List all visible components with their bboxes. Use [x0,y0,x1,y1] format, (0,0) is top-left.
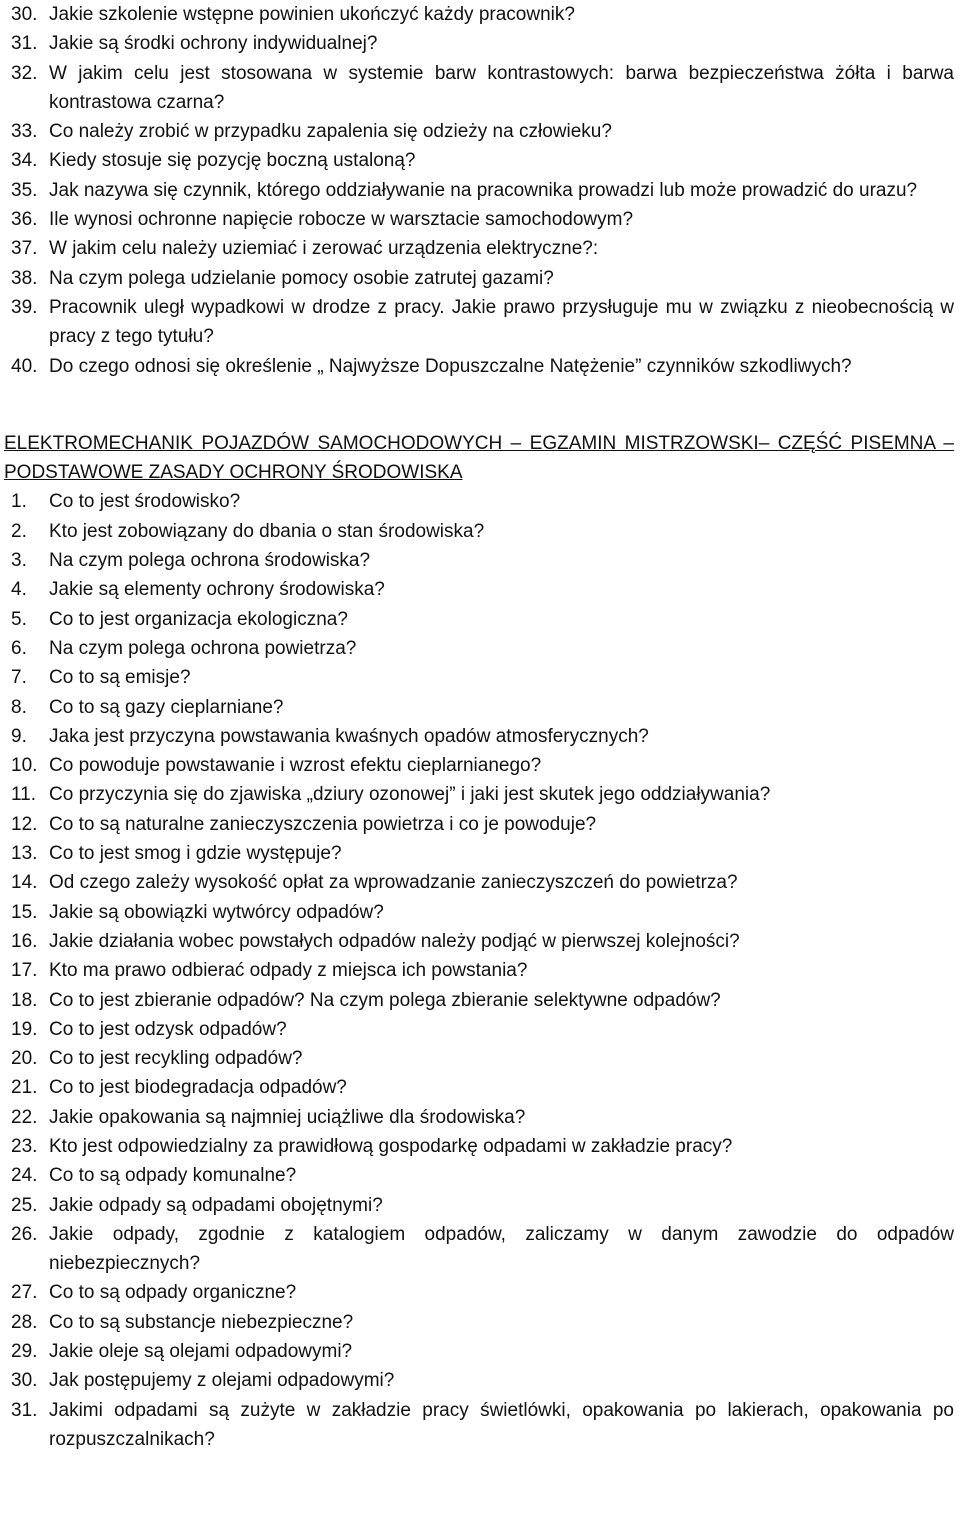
question-item [0,117,960,146]
question-item [0,1366,960,1395]
question-item [0,663,960,692]
question-text: Ile wynosi ochronne napięcie robocze w warsztacie samochodowym? [49,209,634,231]
question-list-safety [0,0,960,381]
question-item [0,1132,960,1161]
question-number: 25. [11,1194,38,1216]
question-text: Co należy zrobić w przypadku zapalenia się odzieży na człowieku? [49,121,612,143]
question-number: 36. [11,209,38,231]
question-number: 6. [11,637,27,659]
question-number: 29. [11,1341,38,1363]
question-text: Jakie są obowiązki wytwórcy odpadów? [49,901,384,923]
question-number: 31. [11,33,38,55]
question-number: 11. [11,784,37,806]
question-item [0,1073,960,1102]
question-number: 15. [11,901,38,923]
question-number: 38. [11,267,38,289]
question-text: Kto jest odpowiedzialny za prawidłową gospodarkę odpadami w zakładzie pracy? [49,1135,733,1157]
question-text: Jak nazywa się czynnik, którego oddziaływanie na pracownika prowadzi lub może prowadzić do urazu? [49,179,918,201]
question-number: 27. [11,1282,38,1304]
question-item [0,1191,960,1220]
question-text: Jakie działania wobec powstałych odpadów należy podjąć w pierwszej kolejności? [49,930,740,952]
question-item [0,898,960,927]
question-text: Co to jest środowisko? [49,491,241,513]
question-text: Co to są gazy cieplarniane? [49,696,284,718]
question-text: Co to są substancje niebezpieczne? [49,1311,354,1333]
question-item [0,751,960,780]
question-number: 23. [11,1135,38,1157]
question-text: Co to jest recykling odpadów? [49,1048,303,1070]
section-heading: ELEKTROMECHANIK POJAZDÓW SAMOCHODOWYCH – EGZAMIN MISTRZOWSKI– CZĘŚĆ PISEMNA –PODSTAWOWE ZASADY OCHRONY ŚRODOWISKA [4,432,954,484]
question-item [0,205,960,234]
question-text: Co przyczynia się do zjawiska „dziury ozonowej” i jaki jest skutek jego oddziaływania? [49,784,771,806]
question-item [0,839,960,868]
question-text: Pracownik uległ wypadkowi w drodze z pracy. Jakie prawo przysługuje mu w związku z nieobecnością w pracy z tego tytułu? [49,296,954,348]
question-text: Co to jest organizacja ekologiczna? [49,608,348,630]
question-number: 18. [11,989,38,1011]
question-item [0,634,960,663]
question-item [0,146,960,175]
question-number: 2. [11,520,27,542]
question-number: 4. [11,579,27,601]
question-number: 21. [11,1077,38,1099]
question-text: Na czym polega ochrona środowiska? [49,550,371,572]
question-text: W jakim celu należy uziemiać i zerować urządzenia elektryczne?: [49,238,599,260]
question-number: 13. [11,843,38,865]
question-number: 3. [11,550,27,572]
question-number: 16. [11,930,38,952]
question-text: Jaka jest przyczyna powstawania kwaśnych opadów atmosferycznych? [49,725,649,747]
question-number: 39. [11,296,38,318]
question-item [0,605,960,634]
question-number: 26. [11,1223,38,1245]
question-text: Kto jest zobowiązany do dbania o stan środowiska? [49,520,485,542]
question-item [0,1103,960,1132]
question-text: Jakie opakowania są najmniej uciążliwe dla środowiska? [49,1106,526,1128]
question-item [0,234,960,263]
question-item [0,722,960,751]
question-text: Jakie szkolenie wstępne powinien ukończyć każdy pracownik? [49,4,575,25]
question-text: Co to jest zbieranie odpadów? Na czym polega zbieranie selektywne odpadów? [49,989,721,1011]
question-item [0,517,960,546]
question-number: 1. [11,491,27,513]
question-number: 30. [11,4,38,25]
question-text: Do czego odnosi się określenie „ Najwyższe Dopuszczalne Natężenie” czynników szkodliwych? [49,355,852,377]
question-item [0,487,960,516]
question-text: Co powoduje powstawanie i wzrost efektu cieplarnianego? [49,755,542,777]
question-number: 30. [11,1370,38,1392]
question-item [0,1308,960,1337]
question-number: 8. [11,696,27,718]
question-text: Jakimi odpadami są zużyte w zakładzie pracy świetlówki, opakowania po lakierach, opakowania po rozpuszczalnikach? [49,1399,954,1450]
question-number: 35. [11,179,38,201]
question-number: 22. [11,1106,38,1128]
question-number: 37. [11,238,38,260]
question-item [0,1220,960,1279]
question-item [0,956,960,985]
question-number: 31. [11,1399,38,1421]
question-item [0,575,960,604]
question-text: Co to jest smog i gdzie występuje? [49,843,342,865]
question-item [0,1044,960,1073]
question-number: 10. [11,755,38,777]
question-number: 40. [11,355,38,377]
question-item [0,293,960,352]
question-number: 33. [11,121,38,143]
question-text: Co to są emisje? [49,667,191,689]
question-item [0,176,960,205]
question-text: Co to są odpady komunalne? [49,1165,297,1187]
question-number: 5. [11,608,27,630]
question-item [0,29,960,58]
question-number: 7. [11,667,27,689]
question-text: Jak postępujemy z olejami odpadowymi? [49,1370,395,1392]
question-number: 17. [11,960,38,982]
question-item [0,693,960,722]
question-list-environment [0,487,960,1454]
question-text: Co to jest biodegradacja odpadów? [49,1077,347,1099]
question-item [0,1396,960,1455]
question-number: 20. [11,1048,38,1070]
question-text: Na czym polega udzielanie pomocy osobie zatrutej gazami? [49,267,554,289]
question-text: Jakie są elementy ochrony środowiska? [49,579,385,601]
question-number: 34. [11,150,38,172]
question-number: 24. [11,1165,38,1187]
question-number: 32. [11,62,38,84]
question-text: Co to jest odzysk odpadów? [49,1018,287,1040]
question-text: Kiedy stosuje się pozycję boczną ustaloną? [49,150,416,172]
question-item [0,986,960,1015]
question-text: Na czym polega ochrona powietrza? [49,637,357,659]
question-item [0,264,960,293]
question-text: Jakie odpady, zgodnie z katalogiem odpadów, zaliczamy w danym zawodzie do odpadów niebezpiecznych? [49,1223,954,1275]
question-number: 12. [11,813,38,835]
question-item [0,352,960,381]
question-text: Jakie odpady są odpadami obojętnymi? [49,1194,383,1216]
question-number: 9. [11,725,27,747]
question-item [0,1337,960,1366]
question-text: Co to są odpady organiczne? [49,1282,297,1304]
question-text: Kto ma prawo odbierać odpady z miejsca ich powstania? [49,960,528,982]
question-item [0,0,960,29]
question-item [0,1015,960,1044]
question-item [0,868,960,897]
question-number: 28. [11,1311,38,1333]
question-item [0,546,960,575]
question-item [0,780,960,809]
question-text: Od czego zależy wysokość opłat za wprowadzanie zanieczyszczeń do powietrza? [49,872,738,894]
question-text: W jakim celu jest stosowana w systemie barw kontrastowych: barwa bezpieczeństwa żółta i barwa kontrastowa czarna? [49,62,954,113]
question-item [0,810,960,839]
question-number: 14. [11,872,38,894]
question-text: Jakie oleje są olejami odpadowymi? [49,1341,353,1363]
question-text: Co to są naturalne zanieczyszczenia powietrza i co je powoduje? [49,813,597,835]
question-item [0,927,960,956]
question-text: Jakie są środki ochrony indywidualnej? [49,33,378,55]
question-item [0,1278,960,1307]
question-number: 19. [11,1018,38,1040]
question-item [0,1161,960,1190]
question-item [0,59,960,118]
